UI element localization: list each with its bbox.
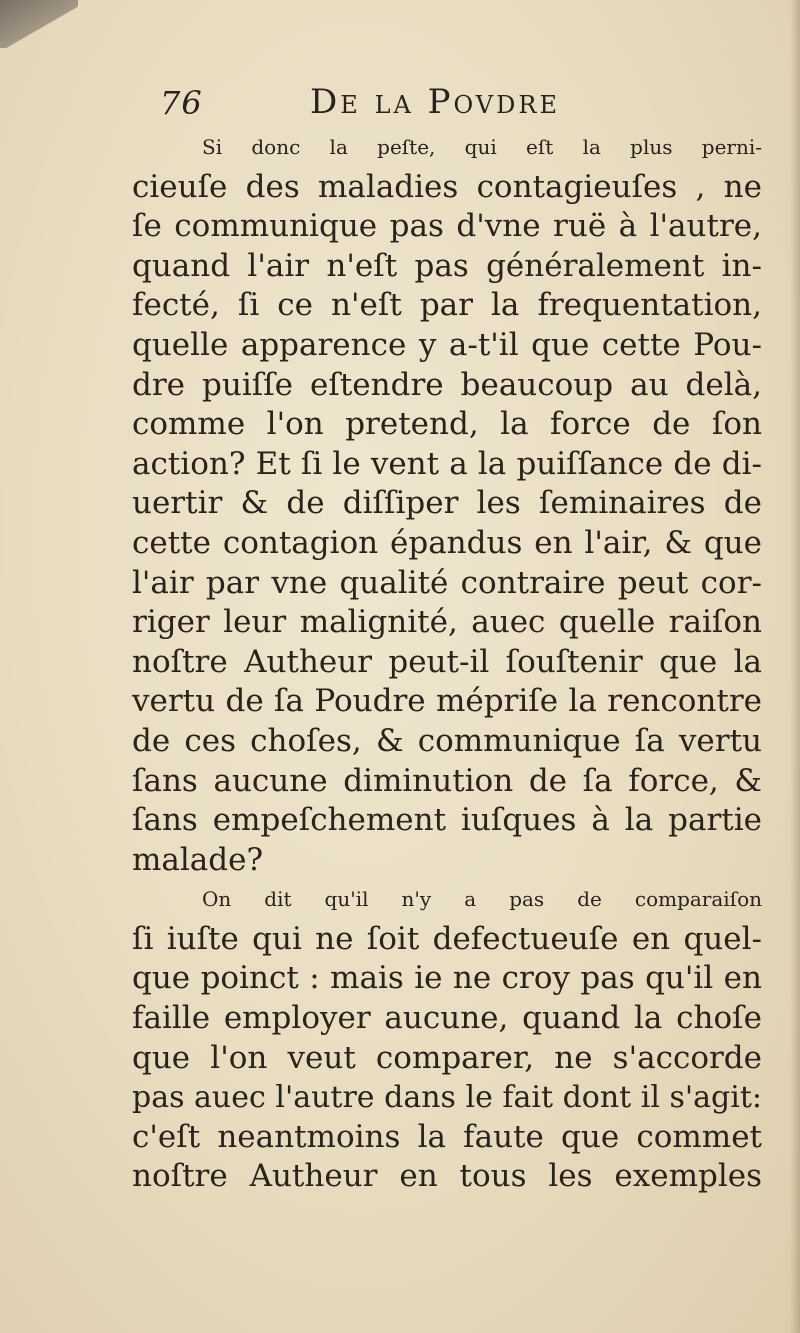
text-line: dre puiſſe eſtendre beaucoup au delà, [132, 366, 762, 403]
text-line: ſans aucune diminution de ſa force, & [132, 762, 762, 799]
text-line: ſans empeſchement iuſques à la partie [132, 802, 762, 839]
text-line: Si donc la peſte, qui eſt la plus perni- [202, 135, 762, 159]
text-line: noſtre Autheur en tous les exemples [132, 1158, 762, 1195]
text-line: ſe communique pas d'vne ruë à l'autre, [132, 208, 762, 245]
text-line: l'air par vne qualité contraire peut cor- [132, 564, 762, 601]
text-line: quelle apparence y a-t'il que cette Pou- [132, 326, 762, 363]
page-number: 76 [160, 84, 203, 122]
page-edge-shadow [790, 0, 800, 1333]
text-line: pas auec l'autre dans le fait dont il s'agit: [132, 1080, 762, 1116]
text-line: que poinct : mais ie ne croy pas qu'il en [132, 960, 762, 997]
text-line: action? Et ſi le vent a la puiſſance de di- [132, 445, 762, 482]
page-title: De la Povdre [310, 82, 560, 122]
text-line: vertu de ſa Poudre mépriſe la rencontre [132, 683, 762, 720]
text-line: de ces choſes, & communique ſa vertu [132, 722, 762, 759]
page-corner-shadow [0, 0, 78, 48]
body-text [132, 128, 762, 1197]
text-line: faille employer aucune, quand la choſe [132, 1000, 762, 1037]
text-line: uertir & de diſſiper les ſeminaires de [132, 485, 762, 522]
running-head [160, 78, 720, 122]
text-line: c'eſt neantmoins la faute que commet [132, 1118, 762, 1155]
paragraph-2 [132, 880, 762, 1197]
paragraph-1 [132, 128, 762, 880]
text-line: malade? [132, 841, 264, 878]
text-line: ſi iuſte qui ne ſoit defectueuſe en quel- [132, 920, 762, 957]
text-line: quand l'air n'eſt pas généralement in- [132, 247, 762, 284]
text-line: que l'on veut comparer, ne s'accorde [132, 1039, 762, 1076]
text-line: cette contagion épandus en l'air, & que [132, 524, 762, 561]
text-line: comme l'on pretend, la force de ſon [132, 406, 762, 443]
text-line: riger leur malignité, auec quelle raiſon [132, 604, 762, 641]
text-line: noſtre Autheur peut-il ſouſtenir que la [132, 643, 762, 680]
text-line: cieuſe des maladies contagieuſes , ne [132, 168, 762, 205]
text-line: On dit qu'il n'y a pas de comparaiſon [202, 887, 762, 912]
text-line: fecté, ſi ce n'eſt par la frequentation, [132, 287, 762, 324]
